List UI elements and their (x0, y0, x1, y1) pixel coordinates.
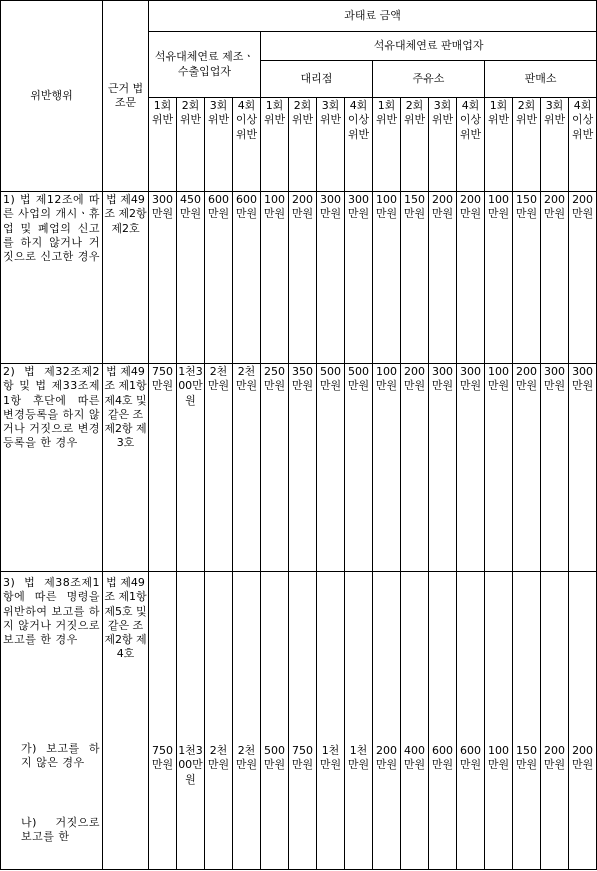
count-3: 3회 위반 (317, 98, 345, 192)
amount-cell: 750만원 (151, 744, 174, 772)
count-2: 2회 위반 (177, 98, 205, 192)
amount-cell: 150만원 (513, 192, 541, 364)
header-agency: 대리점 (261, 61, 373, 98)
amount-cell: 300만원 (345, 192, 373, 364)
violation-cell: 3) 법 제38조제1항에 따른 명령을 위반하여 보고를 하지 않거나 거짓으로 보고를 한 경우 (3, 576, 101, 647)
amount-cell: 500만원 (263, 744, 286, 772)
count-1: 1회 위반 (149, 98, 177, 192)
amount-cell: 1천300만원 (177, 364, 205, 572)
amount-cell: 1천만원 (347, 744, 370, 772)
amount-cell: 200만원 (541, 192, 569, 364)
count-3: 3회 위반 (429, 98, 457, 192)
amount-cell: 600만원 (233, 192, 261, 364)
amount-cell: 300만원 (149, 192, 177, 364)
amount-cell: 600만원 (205, 192, 233, 364)
amount-cell: 500만원 (345, 364, 373, 572)
amount-cell: 1천300만원 (178, 744, 203, 786)
amount-cell: 200만원 (457, 192, 485, 364)
amount-cell: 2천만원 (233, 364, 261, 572)
amount-cell: 150만원 (515, 744, 538, 772)
count-4: 4회 이상 위반 (233, 98, 261, 192)
count-1: 1회 위반 (373, 98, 401, 192)
amount-cell: 750만원 (149, 364, 177, 572)
amount-cell: 2천만원 (207, 744, 230, 772)
basis-cell: 법 제49조 제1항 제4호 및 같은 조 제2항 제3호 (103, 364, 149, 572)
table-row (1, 192, 597, 364)
header-seller: 석유대체연료 판매업자 (261, 32, 597, 61)
amount-cell: 100만원 (373, 192, 401, 364)
amount-cell: 200만원 (569, 192, 597, 364)
amount-cell: 400만원 (403, 744, 426, 772)
amount-cell: 200만원 (375, 744, 398, 772)
amount-cell: 300만원 (317, 192, 345, 364)
count-4: 4회 이상 위반 (345, 98, 373, 192)
amount-cell: 500만원 (317, 364, 345, 572)
count-2: 2회 위반 (401, 98, 429, 192)
violation-cell: 1) 법 제12조에 따른 사업의 개시ㆍ휴업 및 폐업의 신고를 하지 않거나 거짓으로 신고한 경우 (1, 192, 103, 364)
amount-cell: 750만원 (291, 744, 314, 772)
count-4: 4회 이상 위반 (569, 98, 597, 192)
amount-cell: 600만원 (459, 744, 482, 772)
sub-violation-a: 가) 보고를 하지 않은 경우 (21, 742, 100, 770)
amount-cell: 250만원 (261, 364, 289, 572)
amount-cell: 300만원 (457, 364, 485, 572)
count-4: 4회 이상 위반 (457, 98, 485, 192)
header-basis: 근거 법조문 (103, 1, 149, 192)
table-row (1, 572, 597, 870)
amount-cell: 200만원 (571, 744, 594, 772)
count-2: 2회 위반 (289, 98, 317, 192)
amount-cell: 150만원 (401, 192, 429, 364)
amount-cell: 100만원 (485, 192, 513, 364)
amount-cell: 1천만원 (319, 744, 342, 772)
basis-cell: 법 제49조 제2항 제2호 (103, 192, 149, 364)
amount-cell: 200만원 (513, 364, 541, 572)
amount-cell: 200만원 (429, 192, 457, 364)
amount-cell: 2천만원 (235, 744, 258, 772)
amount-cell: 100만원 (487, 744, 510, 772)
violation-cell: 2) 법 제32조제2항 및 법 제33조제1항 후단에 따른 변경등록을 하지 않거나 거짓으로 변경등록을 한 경우 (1, 364, 103, 572)
amount-cell: 200만원 (543, 744, 566, 772)
header-retailer: 판매소 (485, 61, 597, 98)
count-1: 1회 위반 (485, 98, 513, 192)
amount-cell: 350만원 (289, 364, 317, 572)
table-row (1, 364, 597, 572)
header-violation: 위반행위 (1, 1, 103, 192)
count-3: 3회 위반 (205, 98, 233, 192)
amount-cell: 300만원 (429, 364, 457, 572)
amount-cell: 600만원 (431, 744, 454, 772)
count-2: 2회 위반 (513, 98, 541, 192)
amount-cell: 100만원 (373, 364, 401, 572)
amount-cell: 200만원 (289, 192, 317, 364)
amount-cell: 200만원 (401, 364, 429, 572)
amount-cell: 300만원 (569, 364, 597, 572)
count-3: 3회 위반 (541, 98, 569, 192)
header-gas-station: 주유소 (373, 61, 485, 98)
amount-cell: 2천만원 (205, 364, 233, 572)
header-manufacturer: 석유대체연료 제조ㆍ수출입업자 (149, 32, 261, 98)
amount-cell: 100만원 (485, 364, 513, 572)
sub-violation-b: 나) 거짓으로 보고를 한 (21, 816, 100, 844)
count-1: 1회 위반 (261, 98, 289, 192)
amount-cell: 100만원 (261, 192, 289, 364)
basis-cell: 법 제49조 제1항 제5호 및 같은 조 제2항 제4호 (104, 576, 147, 661)
amount-cell: 300만원 (541, 364, 569, 572)
header-fine-amount: 과태료 금액 (149, 1, 597, 32)
amount-cell: 450만원 (177, 192, 205, 364)
